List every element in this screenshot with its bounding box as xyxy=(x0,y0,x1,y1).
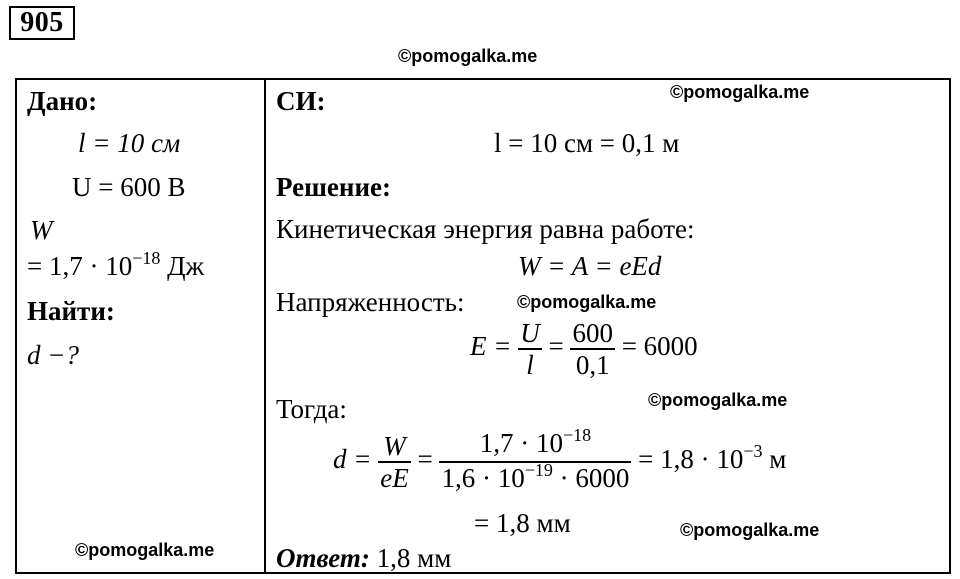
eq3-fraction-1 xyxy=(378,431,410,493)
watermark-bottom-left: ©pomogalka.me xyxy=(75,540,215,560)
given-energy-unit: Дж xyxy=(160,251,205,281)
eq3-equals: = xyxy=(417,444,433,475)
find-header: Найти: xyxy=(27,296,115,326)
given-voltage: U = 600 В xyxy=(72,172,186,202)
eq2-lhs: E = xyxy=(470,331,512,362)
eq2-fraction-2 xyxy=(570,318,615,380)
eq3-den-mantissa: 1,6 · 10 xyxy=(441,463,525,493)
given-energy-exp: −18 xyxy=(132,248,161,268)
eq2-frac2-den: 0,1 xyxy=(575,350,610,380)
given-energy-prefix: = 1,7 · 10 xyxy=(27,251,133,281)
eq3-frac2-den xyxy=(439,460,631,496)
given-length-text: l = 10 см xyxy=(78,128,181,158)
eq3-den-exp: −19 xyxy=(524,460,553,480)
eq2-frac1-den: l xyxy=(526,350,534,380)
eq3-fraction-2 xyxy=(439,425,631,496)
given-header: Дано: xyxy=(27,86,98,116)
equation-distance xyxy=(333,425,787,496)
solution-text-1: Кинетическая энергия равна работе: xyxy=(276,214,695,244)
problem-number: 905 xyxy=(9,6,75,40)
watermark-bottom-right: ©pomogalka.me xyxy=(680,520,820,540)
eq2-frac2-num: 600 xyxy=(572,318,613,348)
eq3-result-unit: м xyxy=(762,444,787,475)
eq3-result-exp: −3 xyxy=(743,441,763,462)
watermark-middle: ©pomogalka.me xyxy=(517,292,657,312)
eq2-frac1-num: U xyxy=(520,318,540,348)
answer-value: 1,8 мм xyxy=(369,543,452,573)
answer-label: Ответ: xyxy=(276,543,370,573)
solution-text-2: Напряженность: xyxy=(276,287,465,317)
watermark-top: ©pomogalka.me xyxy=(398,46,538,66)
given-length xyxy=(78,127,180,159)
eq3-result xyxy=(638,441,787,475)
eq2-equals: = xyxy=(548,331,564,362)
eq3-den-factor: · 6000 xyxy=(552,463,630,493)
si-length: l = 10 см = 0,1 м xyxy=(494,128,680,158)
equation-energy: W = A = eEd xyxy=(518,251,662,281)
column-divider xyxy=(264,78,266,574)
eq3-frac2-num xyxy=(439,425,631,463)
equation-distance-mm: = 1,8 мм xyxy=(474,508,571,538)
answer xyxy=(276,542,451,574)
eq3-num-exp: −18 xyxy=(562,425,592,445)
eq3-result-mantissa: = 1,8 · 10 xyxy=(638,444,744,475)
watermark-si: ©pomogalka.me xyxy=(670,82,810,102)
solution-text-3: Тогда: xyxy=(276,394,347,424)
given-energy-value xyxy=(27,250,204,285)
eq3-frac1-den: eE xyxy=(380,463,409,493)
equation-field xyxy=(470,318,698,380)
eq3-lhs: d = xyxy=(333,444,372,475)
eq2-fraction-1 xyxy=(518,318,542,380)
given-energy-var: W xyxy=(30,215,53,245)
watermark-right: ©pomogalka.me xyxy=(648,390,788,410)
eq3-num-mantissa: 1,7 · 10 xyxy=(479,428,563,458)
si-header: СИ: xyxy=(276,86,326,116)
find-line: d −? xyxy=(27,340,79,370)
eq3-frac1-num: W xyxy=(378,431,410,463)
eq2-result: = 6000 xyxy=(621,331,698,362)
solution-header: Решение: xyxy=(276,172,391,202)
